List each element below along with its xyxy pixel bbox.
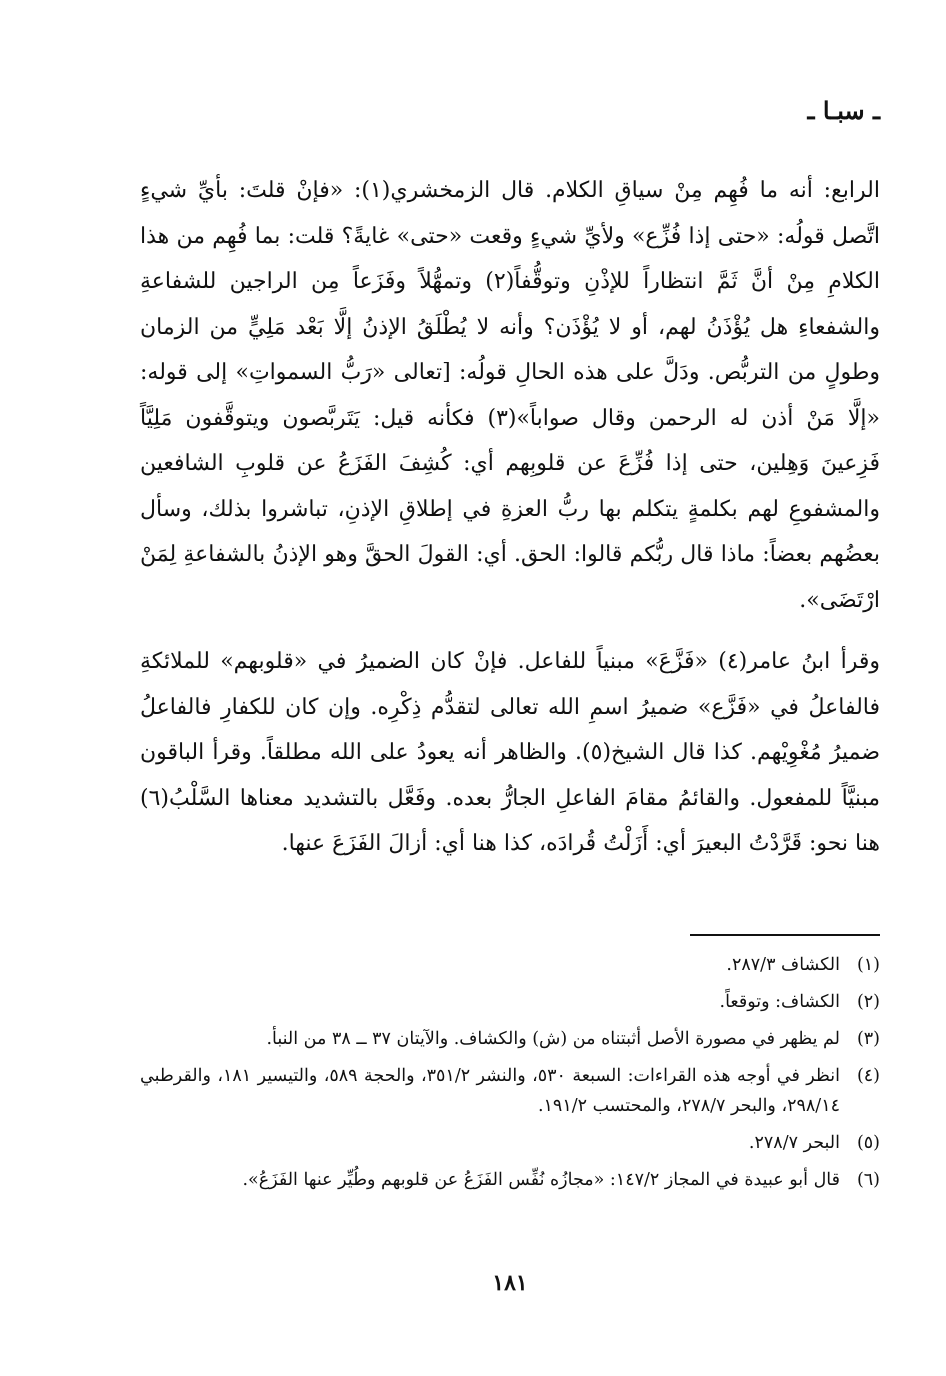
footnote-6 — [140, 1165, 880, 1195]
running-header: ـ سبـا ـ — [807, 96, 880, 125]
footnote-number: (١) — [856, 955, 880, 975]
footnote-number: (٤) — [856, 1066, 880, 1086]
footnote-number: (٦) — [856, 1170, 880, 1190]
footnote-number: (٣) — [856, 1029, 880, 1049]
footnote-2 — [140, 987, 880, 1017]
footnote-3 — [140, 1024, 880, 1054]
footnote-text: انظر في أوجه هذه القراءات: السبعة ٥٣٠، والنشر ٣٥١/٢، والحجة ٥٨٩، والتيسير ١٨١، والقرطبي ٢٩٨/١٤، والبحر ٢٧٨/٧، والمحتسب ١٩١/٢. — [140, 1066, 840, 1116]
main-text — [140, 168, 880, 867]
page-number: ١٨١ — [492, 1270, 528, 1296]
footnote-number: (٢) — [856, 992, 880, 1012]
book-page — [140, 0, 880, 1376]
paragraph-2: وقرأ ابنُ عامر(٤) «فَزَّعَ» مبنياً للفاعل. فإنْ كان الضميرُ في «قلوبهم» للملائكةِ فالفاعلُ في «فَزَّع» ضميرُ اسمِ الله تعالى لتقدُّم ذِكْرِه. وإن كان للكفارِ فالفاعلُ ضميرُ مُغْوِيْهم. كذا قال الشيخ(٥). والظاهر أنه يعودُ على الله مطلقاً. وقرأ الباقون مبنيَّاً للمفعول. والقائمُ مقامَ الفاعلِ الجارُّ بعده. وفَعَّل بالتشديد معناها السَّلْبُ(٦) هنا نحو: قَرَّدْتُ البعيرَ أي: أَزَلْتُ قُرادَه، كذا هنا أي: أزالَ الفَزَعَ عنها. — [140, 649, 881, 856]
footnote-text: لم يظهر في مصورة الأصل أثبتناه من (ش) والكشاف. والآيتان ٣٧ ــ ٣٨ من النبأ. — [266, 1029, 840, 1049]
footnote-text: الكشاف: وتوقعاً. — [719, 992, 840, 1012]
footnote-text: قال أبو عبيدة في المجاز ١٤٧/٢: «مجازُه نُفِّس الفَزَعُ عن قلوبهم وطُيِّر عنها الفَزَعُ». — [242, 1170, 840, 1190]
footnote-text: البحر ٢٧٨/٧. — [748, 1133, 840, 1153]
paragraph-1: الرابع: أنه ما فُهِم مِنْ سياقِ الكلام. قال الزمخشري(١): «فإنْ قلتَ: بأيِّ شيءٍ اتَّصل قولُه: «حتى إذا فُزِّع» ولأيِّ شيءٍ وقعت «حتى» غايةً؟ قلت: بما فُهِم من هذا الكلامِ مِنْ أنَّ ثَمَّ انتظاراً للإذْنِ وتوقُّفاً(٢) وتمهُّلاً وفَزَعاً مِن الراجين للشفاعةِ والشفعاءِ هل يُؤْذَنُ لهم، أو لا يُؤْذَن؟ وأنه لا يُطْلَقُ الإذنُ إلَّا بَعْد مَلِيٍّ من الزمان وطولٍ من التربُّص. ودَلَّ على هذه الحالِ قولُه: [تعالى «رَبُّ السمواتِ» إلى قوله: «إلَّا مَنْ أذن له الرحمن وقال صواباً»(٣) فكأنه قيل: يَتَربَّصون ويتوقَّفون مَلِيَّاً فَزِعينَ وَهِلين، حتى إذا فُزِّعَ عن قلوبِهم أي: كُشِفَ الفَزَعُ عن قلوبِ الشافعين والمشفوعِ لهم بكلمةٍ يتكلم بها ربُّ العزةِ في إطلاقِ الإذنِ، تباشروا بذلك، وسأل بعضُهم بعضاً: ماذا قال ربُّكم قالوا: الحق. أي: القولَ الحقَّ وهو الإذنُ بالشفاعةِ لِمَنْ ارْتَضَى». — [140, 178, 880, 613]
footnote-text: الكشاف ٢٨٧/٣. — [726, 955, 840, 975]
footnote-divider — [690, 934, 880, 936]
footnotes — [140, 950, 880, 1202]
footnote-4 — [140, 1061, 880, 1121]
footnote-number: (٥) — [856, 1133, 880, 1153]
footnote-5 — [140, 1128, 880, 1158]
footnote-1 — [140, 950, 880, 980]
